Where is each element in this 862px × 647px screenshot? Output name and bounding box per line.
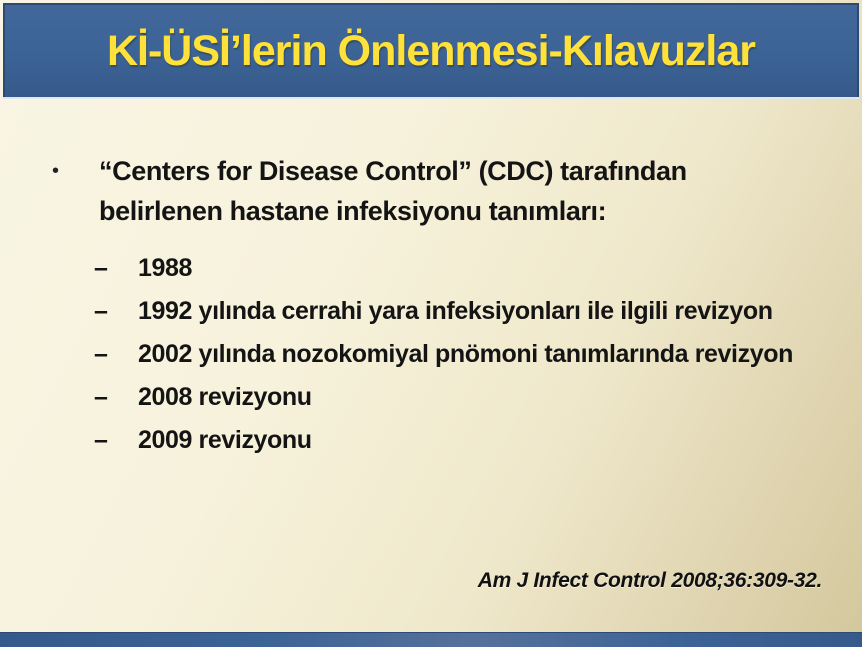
- slide-title: Kİ-ÜSİ’lerin Önlenmesi-Kılavuzlar: [106, 26, 755, 75]
- list-item: [0, 341, 862, 367]
- sub-bullet-text: 2002 yılında nozokomiyal pnömoni tanımlarında revizyon: [138, 340, 793, 368]
- list-item: [0, 255, 862, 281]
- list-item: [0, 384, 862, 410]
- slide-body: [0, 97, 862, 632]
- dash-icon: –: [94, 254, 108, 282]
- slide-header: [3, 3, 859, 97]
- dash-icon: –: [94, 383, 108, 411]
- sub-bullet-text: 1992 yılında cerrahi yara infeksiyonları ile ilgili revizyon: [138, 297, 773, 325]
- footer-bar: [0, 632, 862, 647]
- sub-bullet-list: [0, 255, 862, 453]
- dash-icon: –: [94, 340, 108, 368]
- sub-bullet-text: 2009 revizyonu: [138, 426, 312, 454]
- list-item: [0, 298, 862, 324]
- dash-icon: –: [94, 426, 108, 454]
- main-bullet: [52, 151, 822, 231]
- main-bullet-text: “Centers for Disease Control” (CDC) tarafından belirlenen hastane infeksiyonu tanımları:: [99, 156, 687, 226]
- dash-icon: –: [94, 297, 108, 325]
- sub-bullet-text: 1988: [138, 254, 193, 282]
- citation: Am J Infect Control 2008;36:309-32.: [477, 569, 822, 592]
- sub-bullet-text: 2008 revizyonu: [138, 383, 312, 411]
- list-item: [0, 427, 862, 453]
- bullet-dot-icon: •: [52, 160, 60, 182]
